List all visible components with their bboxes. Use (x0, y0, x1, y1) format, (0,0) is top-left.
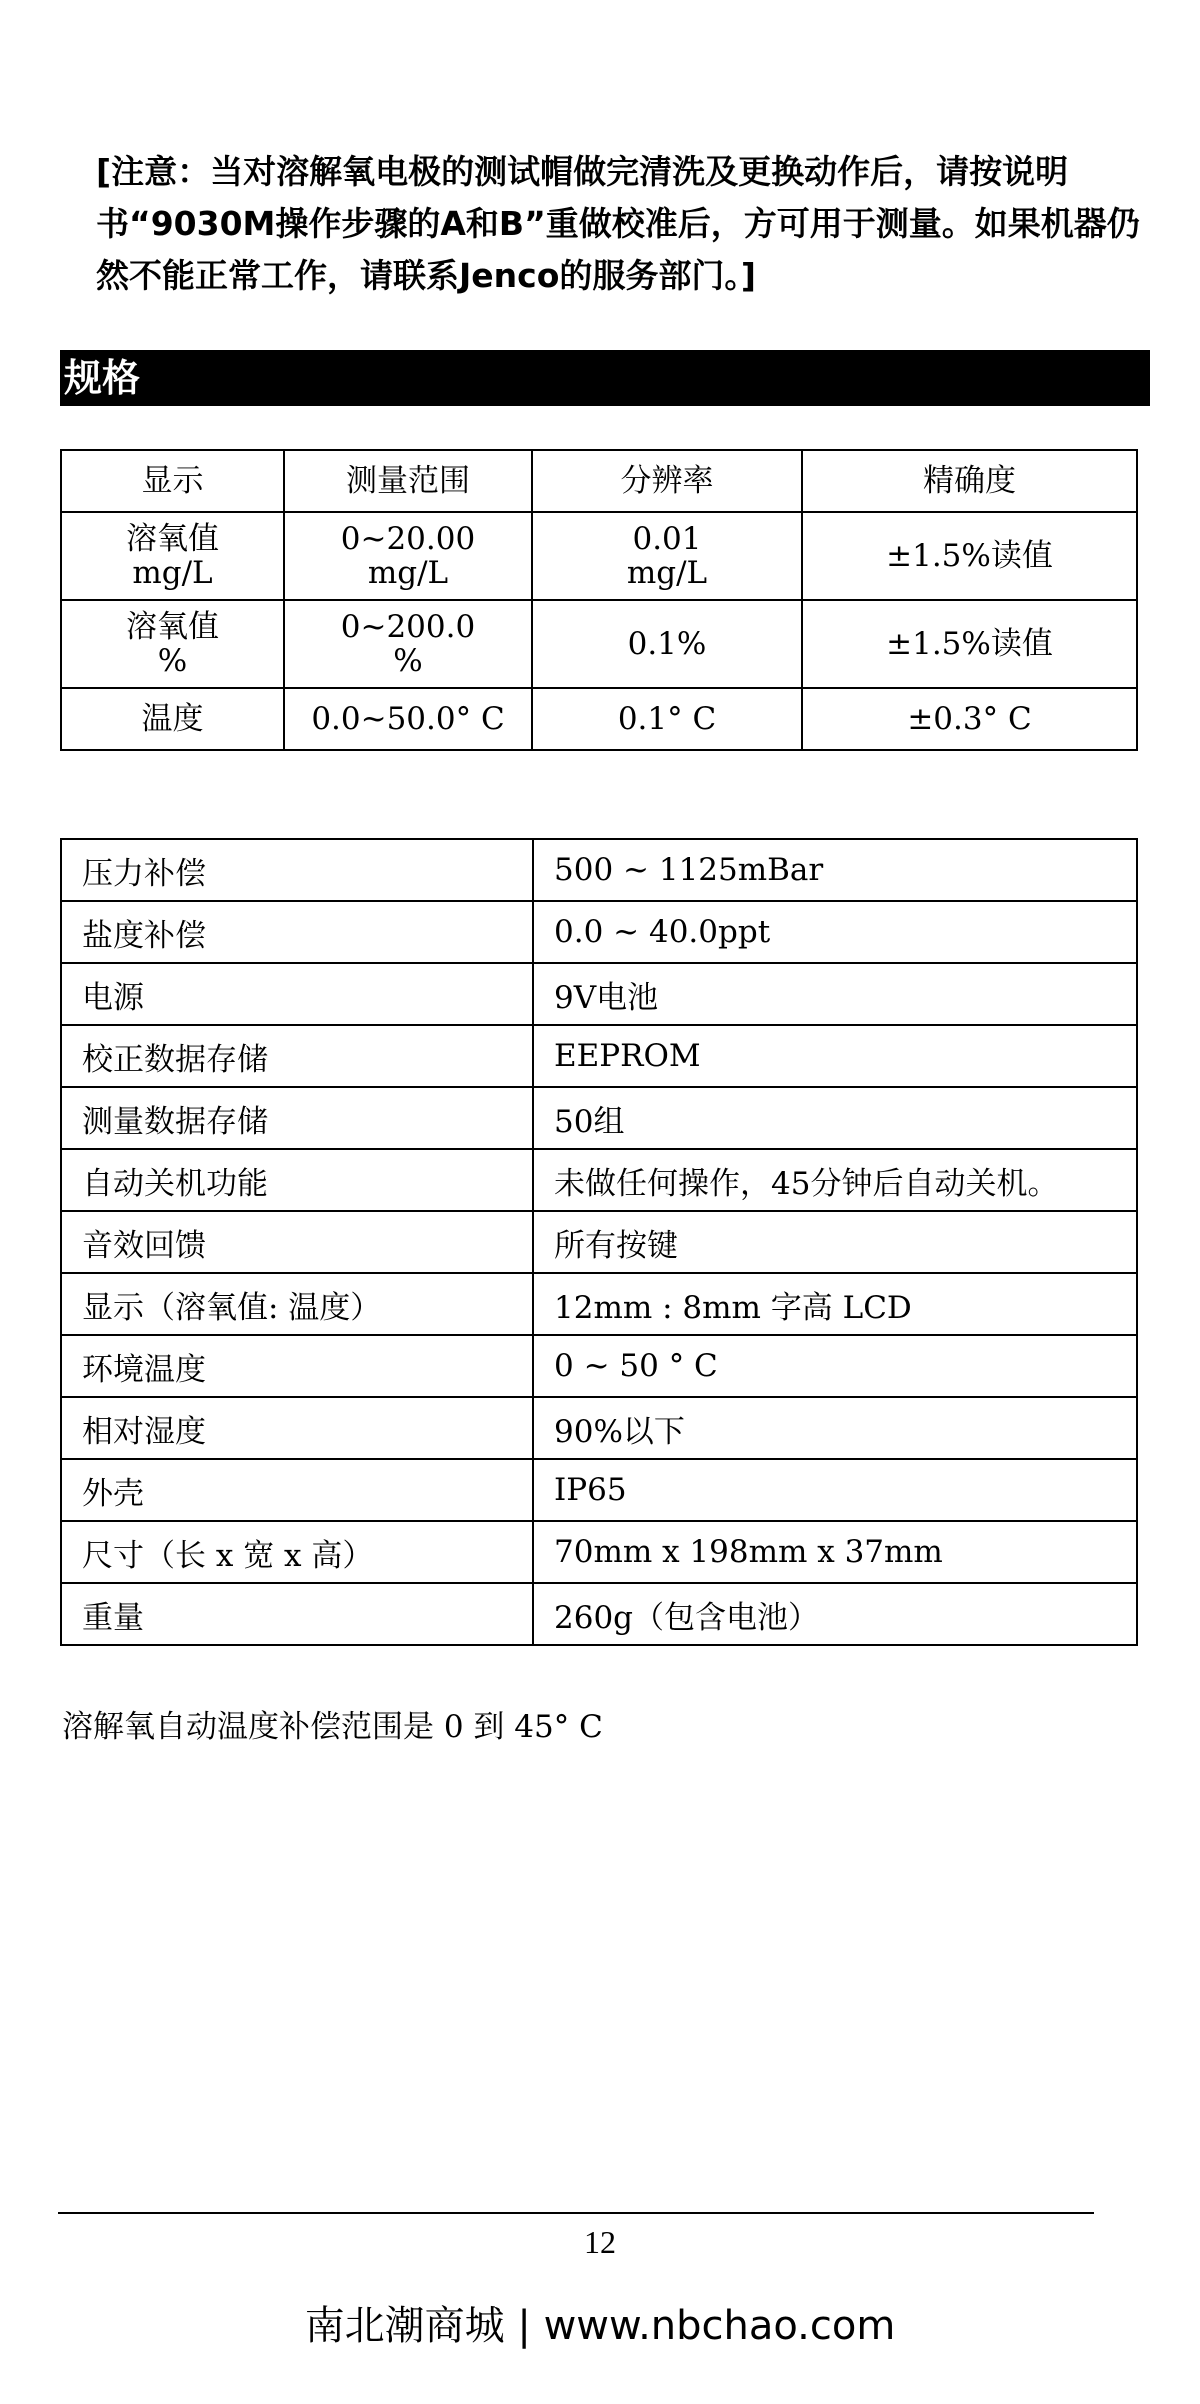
spec-cell-display (61, 600, 284, 688)
site-watermark: 南北潮商城 | www.nbchao.com (304, 2303, 896, 2349)
spec-cell-display: 温度 (61, 688, 284, 750)
spec-row-do-percent (61, 600, 1137, 688)
feature-value: 260g（包含电池） (533, 1583, 1137, 1645)
spec-resolution-line: 0.01 (632, 521, 702, 557)
spec-cell-display (61, 512, 284, 600)
spec-header-resolution: 分辨率 (532, 450, 802, 512)
temperature-compensation-note: 溶解氧自动温度补偿范围是 0 到 45° C (62, 1709, 603, 1745)
feature-label: 测量数据存储 (61, 1087, 533, 1149)
feature-label: 校正数据存储 (61, 1025, 533, 1087)
spec-cell-resolution (532, 512, 802, 600)
feature-label: 电源 (61, 963, 533, 1025)
spec-header-accuracy: 精确度 (802, 450, 1137, 512)
feature-row-ambient-temperature (61, 1335, 1137, 1397)
page-number: 12 (584, 2224, 616, 2260)
feature-label: 重量 (61, 1583, 533, 1645)
feature-value: 0 ~ 50 ° C (533, 1335, 1137, 1397)
calibration-note: [注意：当对溶解氧电极的测试帽做完清洗及更换动作后，请按说明书“9030M操作步骤的A和B”重做校准后，方可用于测量。如果机器仍然不能正常工作，请联系Jenco的服务部门。] (96, 152, 1140, 295)
spec-cell-accuracy: ±0.3° C (802, 688, 1137, 750)
feature-row-relative-humidity (61, 1397, 1137, 1459)
spec-header-display: 显示 (61, 450, 284, 512)
spec-table (60, 449, 1138, 751)
feature-row-auto-power-off (61, 1149, 1137, 1211)
feature-row-data-storage (61, 1087, 1137, 1149)
spec-cell-resolution: 0.1° C (532, 688, 802, 750)
feature-value: 未做任何操作，45分钟后自动关机。 (533, 1149, 1137, 1211)
spec-cell-resolution: 0.1% (532, 600, 802, 688)
features-table (60, 838, 1138, 1646)
feature-row-dimensions (61, 1521, 1137, 1583)
feature-value: 70mm x 198mm x 37mm (533, 1521, 1137, 1583)
feature-value: 500 ~ 1125mBar (533, 839, 1137, 901)
feature-row-audio-feedback (61, 1211, 1137, 1273)
spec-display-unit: % (157, 643, 188, 679)
feature-value: 0.0 ~ 40.0ppt (533, 901, 1137, 963)
feature-row-pressure-compensation (61, 839, 1137, 901)
feature-row-calibration-storage (61, 1025, 1137, 1087)
section-title-specs: 规格 (60, 350, 1150, 406)
feature-row-display (61, 1273, 1137, 1335)
spec-display-line: 溶氧值 (126, 609, 219, 645)
feature-label: 环境温度 (61, 1335, 533, 1397)
spec-range-unit: % (393, 643, 423, 679)
feature-label: 自动关机功能 (61, 1149, 533, 1211)
spec-table-header-row (61, 450, 1137, 512)
spec-row-do-mgl (61, 512, 1137, 600)
feature-row-power (61, 963, 1137, 1025)
feature-value: 9V电池 (533, 963, 1137, 1025)
feature-label: 压力补偿 (61, 839, 533, 901)
feature-label: 盐度补偿 (61, 901, 533, 963)
feature-row-housing (61, 1459, 1137, 1521)
feature-value: 90%以下 (533, 1397, 1137, 1459)
feature-label: 显示（溶氧值: 温度） (61, 1273, 533, 1335)
spec-range-line: 0~20.00 (340, 521, 476, 557)
spec-cell-accuracy: ±1.5%读值 (802, 512, 1137, 600)
spec-header-range: 测量范围 (284, 450, 532, 512)
spec-cell-range (284, 512, 532, 600)
feature-value: IP65 (533, 1459, 1137, 1521)
spec-display-unit: mg/L (132, 555, 213, 591)
spec-cell-accuracy: ±1.5%读值 (802, 600, 1137, 688)
feature-row-salinity-compensation (61, 901, 1137, 963)
spec-cell-range: 0.0~50.0° C (284, 688, 532, 750)
feature-label: 音效回馈 (61, 1211, 533, 1273)
feature-value: EEPROM (533, 1025, 1137, 1087)
spec-row-temperature (61, 688, 1137, 750)
spec-cell-range (284, 600, 532, 688)
spec-range-line: 0~200.0 (340, 609, 476, 645)
feature-value: 12mm : 8mm 字高 LCD (533, 1273, 1137, 1335)
spec-range-unit: mg/L (367, 555, 449, 591)
spec-resolution-unit: mg/L (626, 555, 708, 591)
feature-label: 尺寸（长 x 宽 x 高） (61, 1521, 533, 1583)
spec-display-line: 溶氧值 (126, 521, 219, 557)
feature-label: 外壳 (61, 1459, 533, 1521)
feature-value: 50组 (533, 1087, 1137, 1149)
footer-divider (58, 2212, 1094, 2214)
feature-label: 相对湿度 (61, 1397, 533, 1459)
feature-value: 所有按键 (533, 1211, 1137, 1273)
feature-row-weight (61, 1583, 1137, 1645)
